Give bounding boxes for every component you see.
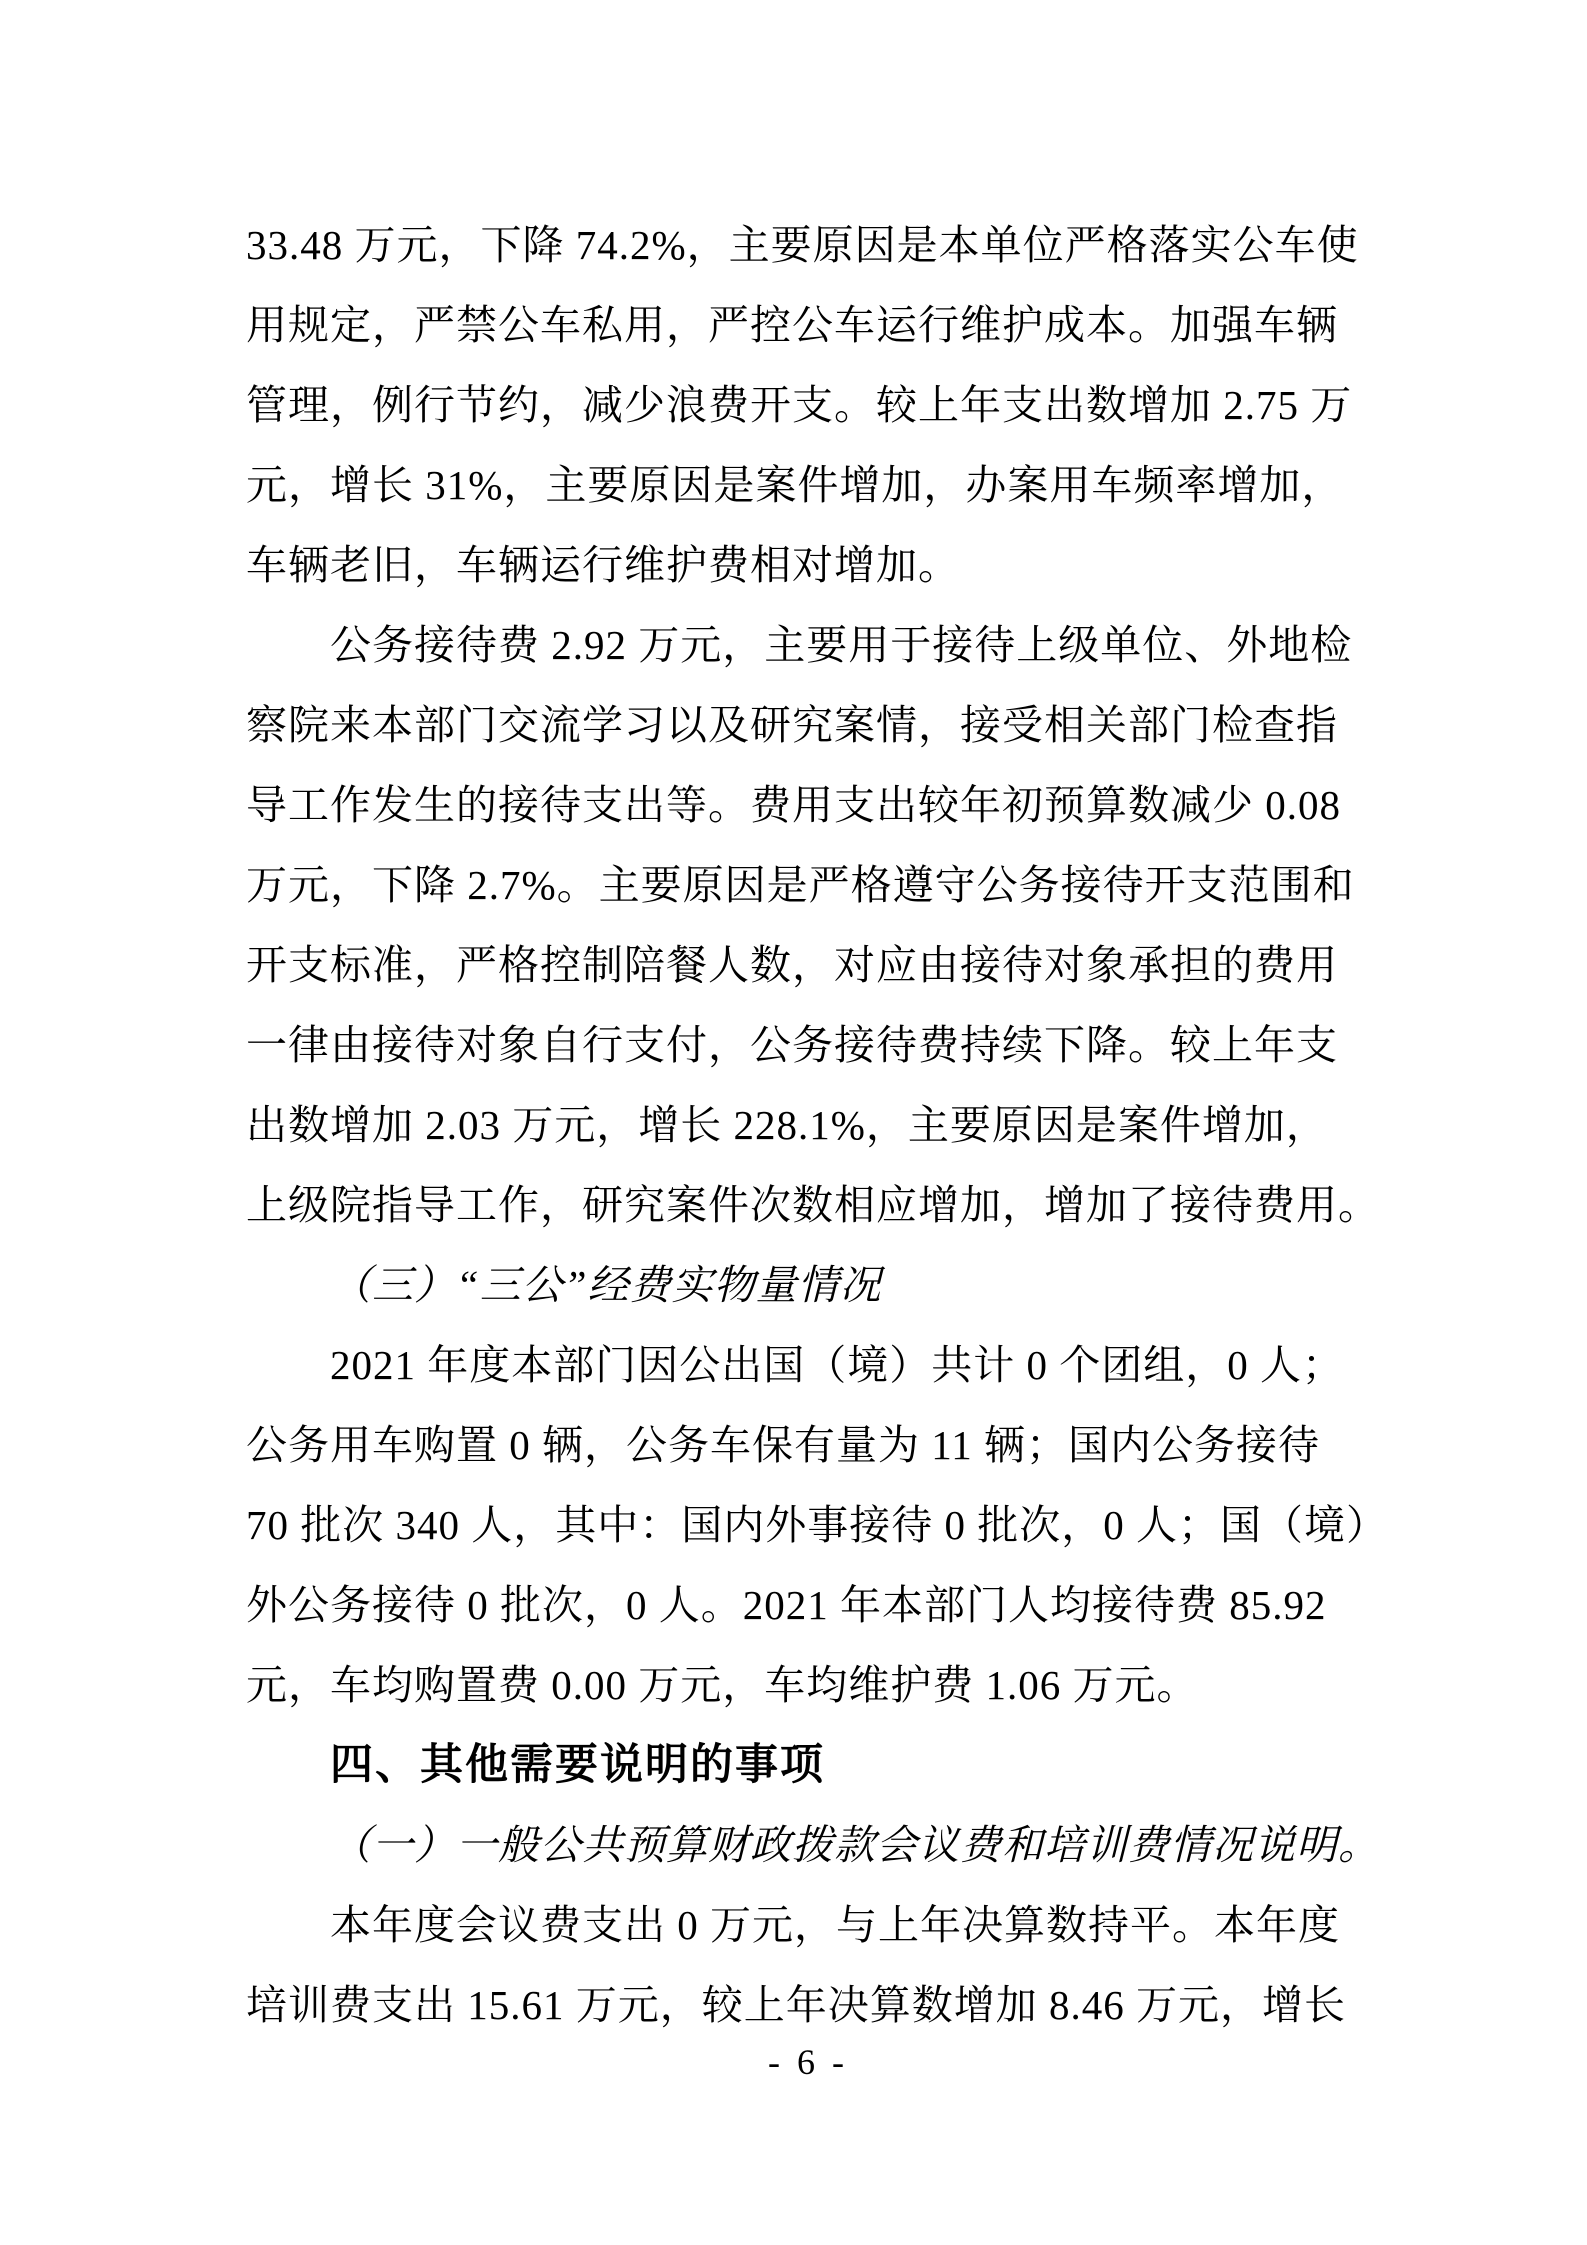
body-line: 导工作发生的接待支出等。费用支出较年初预算数减少 0.08	[246, 782, 1341, 828]
subsection-heading-one: （一）一般公共预算财政拨款会议费和培训费情况说明。	[330, 1822, 1380, 1868]
body-line: 元，车均购置费 0.00 万元，车均维护费 1.06 万元。	[246, 1662, 1199, 1708]
body-line-paragraph-start: 本年度会议费支出 0 万元，与上年决算数持平。本年度	[330, 1902, 1340, 1948]
body-line: 外公务接待 0 批次，0 人。2021 年本部门人均接待费 85.92	[246, 1582, 1327, 1628]
body-line: 培训费支出 15.61 万元，较上年决算数增加 8.46 万元，增长	[246, 1982, 1346, 2028]
body-line-paragraph-start: 2021 年度本部门因公出国（境）共计 0 个团组，0 人；	[330, 1342, 1344, 1388]
body-line: 开支标准，严格控制陪餐人数，对应由接待对象承担的费用	[246, 942, 1338, 988]
body-line: 70 批次 340 人，其中：国内外事接待 0 批次，0 人；国（境）	[246, 1502, 1388, 1548]
body-text-block	[246, 205, 1388, 2045]
body-line: 管理，例行节约，减少浪费开支。较上年支出数增加 2.75 万	[246, 382, 1353, 428]
subsection-heading-three: （三）“三公”经费实物量情况	[330, 1262, 882, 1308]
section-heading-four: 四、其他需要说明的事项	[330, 1741, 825, 1789]
body-line: 33.48 万元，下降 74.2%，主要原因是本单位严格落实公车使	[246, 222, 1359, 268]
body-line: 察院来本部门交流学习以及研究案情，接受相关部门检查指	[246, 702, 1338, 748]
body-line: 上级院指导工作，研究案件次数相应增加，增加了接待费用。	[246, 1182, 1380, 1228]
body-line: 一律由接待对象自行支付，公务接待费持续下降。较上年支	[246, 1022, 1338, 1068]
body-line: 元，增长 31%，主要原因是案件增加，办案用车频率增加，	[246, 462, 1344, 508]
body-line: 万元，下降 2.7%。主要原因是严格遵守公务接待开支范围和	[246, 862, 1355, 908]
body-line: 公务用车购置 0 辆，公务车保有量为 11 辆；国内公务接待	[246, 1422, 1320, 1468]
body-line-paragraph-start: 公务接待费 2.92 万元，主要用于接待上级单位、外地检	[330, 622, 1353, 668]
body-line: 出数增加 2.03 万元，增长 228.1%，主要原因是案件增加，	[246, 1102, 1328, 1148]
body-line: 车辆老旧，车辆运行维护费相对增加。	[246, 542, 960, 588]
page-number: - 6 -	[768, 2042, 848, 2082]
body-line: 用规定，严禁公车私用，严控公车运行维护成本。加强车辆	[246, 302, 1338, 348]
